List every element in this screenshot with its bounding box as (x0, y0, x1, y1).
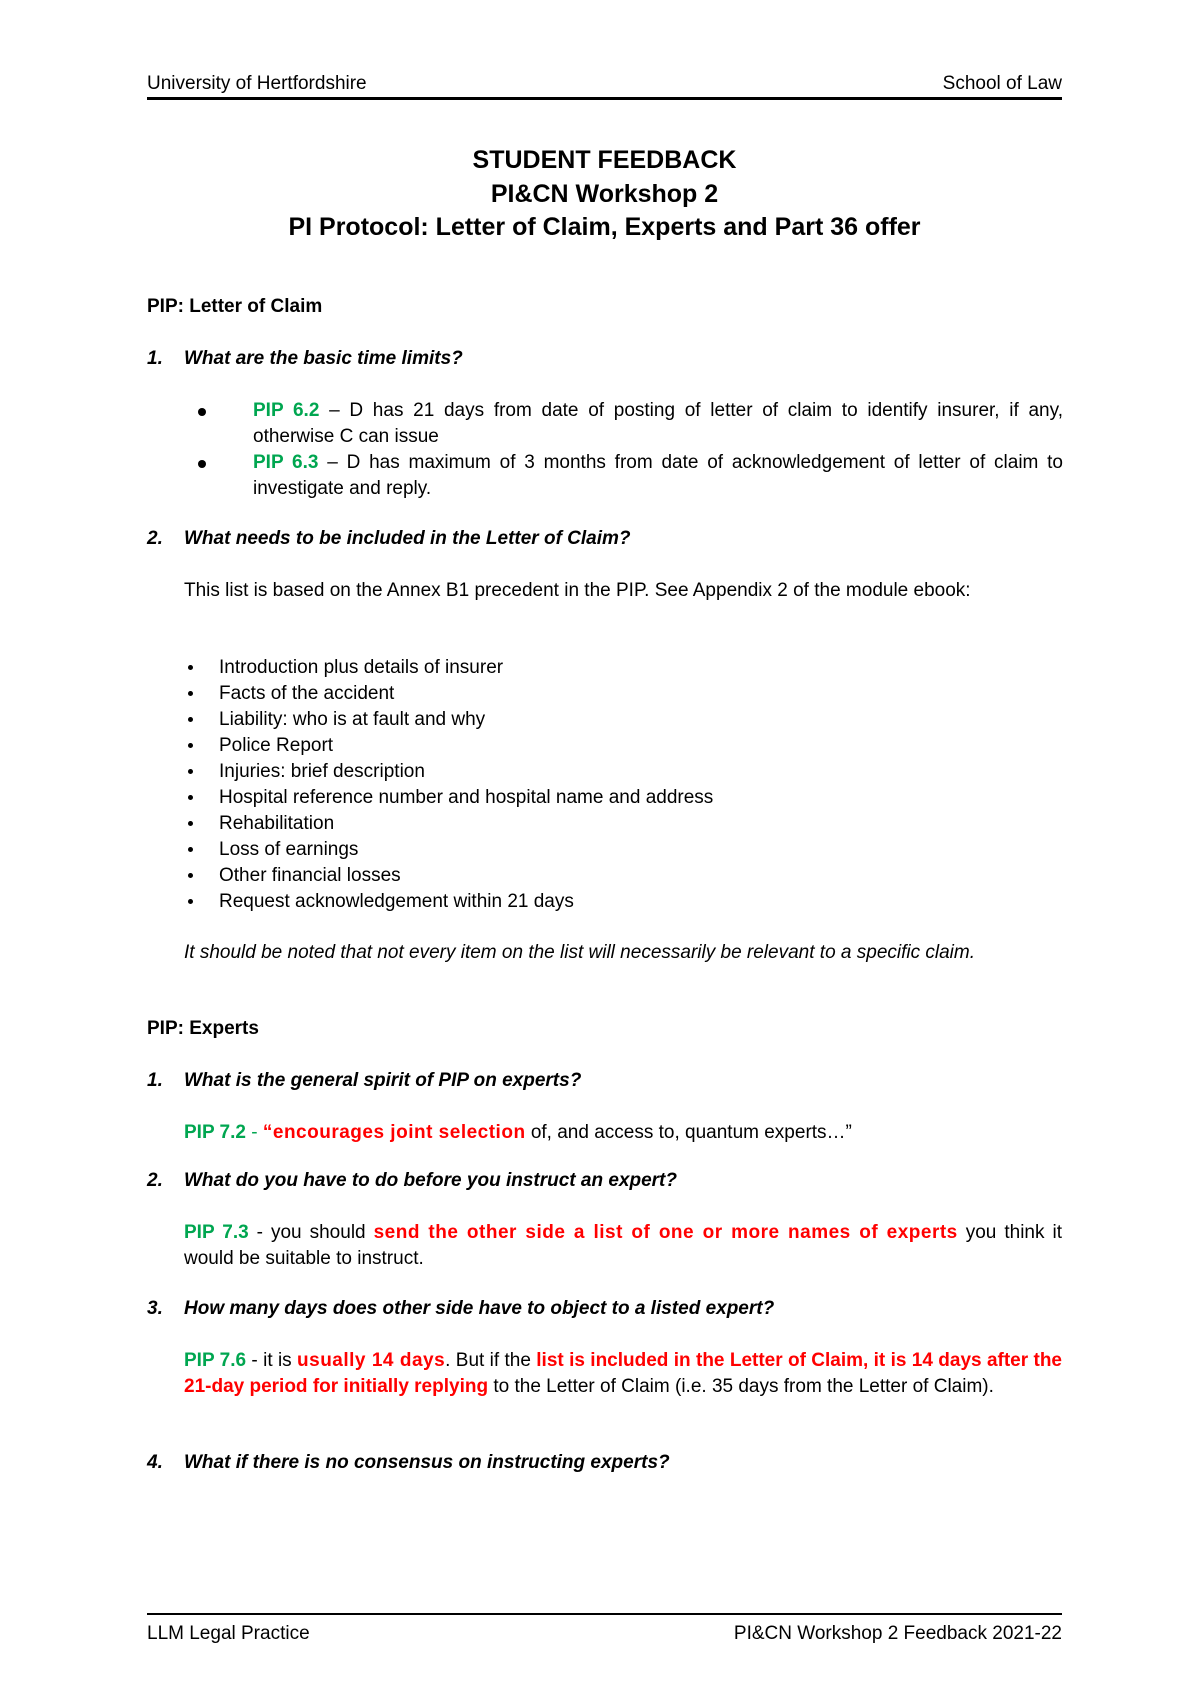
question-objection-days (147, 1298, 774, 1320)
pip-reference: PIP 6.2 (253, 400, 320, 421)
question-text: What if there is no consensus on instructing experts? (184, 1452, 670, 1473)
question-number: 2. (147, 1170, 163, 1191)
answer-text: . But if the (445, 1350, 537, 1371)
answer-pip-7-3 (184, 1220, 1062, 1272)
answer-text: you think it would be suitable to instruct. (184, 1222, 1062, 1269)
bullet-dot-icon (188, 769, 193, 774)
question-time-limits (147, 348, 463, 370)
highlight-text: “encourages joint selection (262, 1122, 526, 1143)
bullet-dot-icon (198, 460, 206, 468)
answer-pip-7-6 (184, 1348, 1062, 1400)
pip-reference: PIP 6.3 (253, 452, 319, 473)
question-before-instructing (147, 1170, 677, 1192)
bullet-dot-icon (188, 691, 193, 696)
document-page: University of Hertfordshire School of Law STUDENT FEEDBACK PI&CN Workshop 2 PI Protocol: Letter of Claim, Experts and Part 36 offer PIP: Letter of Claim 1. What are the basic time limits? PIP 6.2 – D has 21 days from date of posting of letter of claim to identify insurer, if any, otherwise C can issue PIP 6.3 – D has maximum of 3 months from date of acknowledgement of letter of claim to investigate and reply. 2. What needs to be included in the Letter of Claim? This list is based on the Annex B1 precedent in the PIP. See Appendix 2 of the module ebook: Introduction plus details of insurer Facts of the accident Liability: who is at fault and why Police Report Injuries: brief description Hospital reference number and hospital name and address Rehabilitation Loss of earnings Other financial losses Request acknowledgement within 21 days It should be noted that not every item on the list will necessarily be relevant to a specific claim. PIP: Experts 1. What is the general spirit of PIP on experts? PIP 7.2 - “encourages joint selection of, and access to, quantum experts…” 2. What do you have to do before you instruct an expert? PIP 7.3 - you should send the other side a list of one or more names of experts you think it would be suitable to instruct. 3. How many days does other side have to object to a listed expert? PIP 7.6 - it is usually 14 days. But if the list is included in the Letter of Claim, it is 14 days after the 21-day period for initially replying to the Letter of Claim (i.e. 35 days from the Letter of Claim). 4. What if there is no consensus on instructing experts? LLM Legal Practice PI&CN Workshop 2 Feedback 2021-22 (147, 73, 1063, 1644)
question-number: 1. (147, 1070, 163, 1091)
bullet-text: – D has 21 days from date of posting of letter of claim to identify insurer, if any, otherwise C can issue (253, 400, 1063, 447)
pip-reference: PIP 7.6 (184, 1350, 247, 1371)
section-heading-experts: PIP: Experts (147, 1018, 259, 1039)
answer-text: - it is (246, 1350, 298, 1371)
answer-text: of, and access to, quantum experts…” (525, 1122, 852, 1143)
bullet-pip-6-3 (253, 450, 1063, 502)
question-spirit-of-pip (147, 1070, 581, 1092)
bullet-dot-icon (188, 873, 193, 878)
bullet-dot-icon (188, 847, 193, 852)
list-note: It should be noted that not every item on the list will necessarily be relevant to a specific claim. (184, 942, 976, 963)
header-school: School of Law (942, 73, 1062, 94)
answer-pip-7-2 (184, 1120, 1062, 1146)
highlight-text: send the other side a list of one or more names of experts (373, 1222, 958, 1243)
bullet-pip-6-2 (253, 398, 1063, 450)
footer-course: LLM Legal Practice (147, 1623, 310, 1644)
question-no-consensus (147, 1452, 670, 1474)
question-text: What needs to be included in the Letter of Claim? (184, 528, 631, 549)
question-letter-contents (147, 528, 631, 550)
question-text: What is the general spirit of PIP on experts? (184, 1070, 582, 1091)
footer-document: PI&CN Workshop 2 Feedback 2021-22 (733, 1623, 1062, 1644)
answer-text: to the Letter of Claim (i.e. 35 days from the Letter of Claim). (488, 1376, 994, 1397)
bullet-dot-icon (188, 899, 193, 904)
question-number: 3. (147, 1298, 163, 1319)
list-intro: This list is based on the Annex B1 precedent in the PIP. See Appendix 2 of the module ebook: (184, 580, 971, 601)
bullet-dot-icon (188, 743, 193, 748)
question-number: 2. (147, 528, 163, 549)
bullet-dot-icon (188, 717, 193, 722)
title-line-1: STUDENT FEEDBACK (472, 146, 737, 174)
bullet-dot-icon (198, 408, 206, 416)
question-text: What are the basic time limits? (184, 348, 463, 369)
section-heading-letter-of-claim: PIP: Letter of Claim (147, 296, 323, 317)
page-footer (147, 1613, 1062, 1645)
highlight-text: list is included in the Letter of Claim, it is 14 days after the 21-day period for initially replying (184, 1350, 1062, 1397)
bullet-dot-icon (188, 795, 193, 800)
answer-text: - you should (248, 1222, 374, 1243)
highlight-text: usually 14 days (297, 1350, 446, 1371)
bullet-dot-icon (188, 821, 193, 826)
title-line-3: PI Protocol: Letter of Claim, Experts and Part 36 offer (288, 213, 921, 241)
question-number: 4. (147, 1452, 163, 1473)
bullet-dot-icon (188, 665, 193, 670)
pip-reference: PIP 7.3 (184, 1222, 249, 1243)
page-header (147, 73, 1062, 100)
title-line-2: PI&CN Workshop 2 (490, 180, 719, 208)
separator: - (245, 1122, 263, 1143)
question-number: 1. (147, 348, 163, 369)
header-university: University of Hertfordshire (147, 73, 367, 94)
question-text: What do you have to do before you instruct an expert? (184, 1170, 677, 1191)
bullet-text: – D has maximum of 3 months from date of acknowledgement of letter of claim to investigate and reply. (253, 452, 1063, 499)
pip-reference: PIP 7.2 (184, 1122, 246, 1143)
question-text: How many days does other side have to object to a listed expert? (184, 1298, 775, 1319)
